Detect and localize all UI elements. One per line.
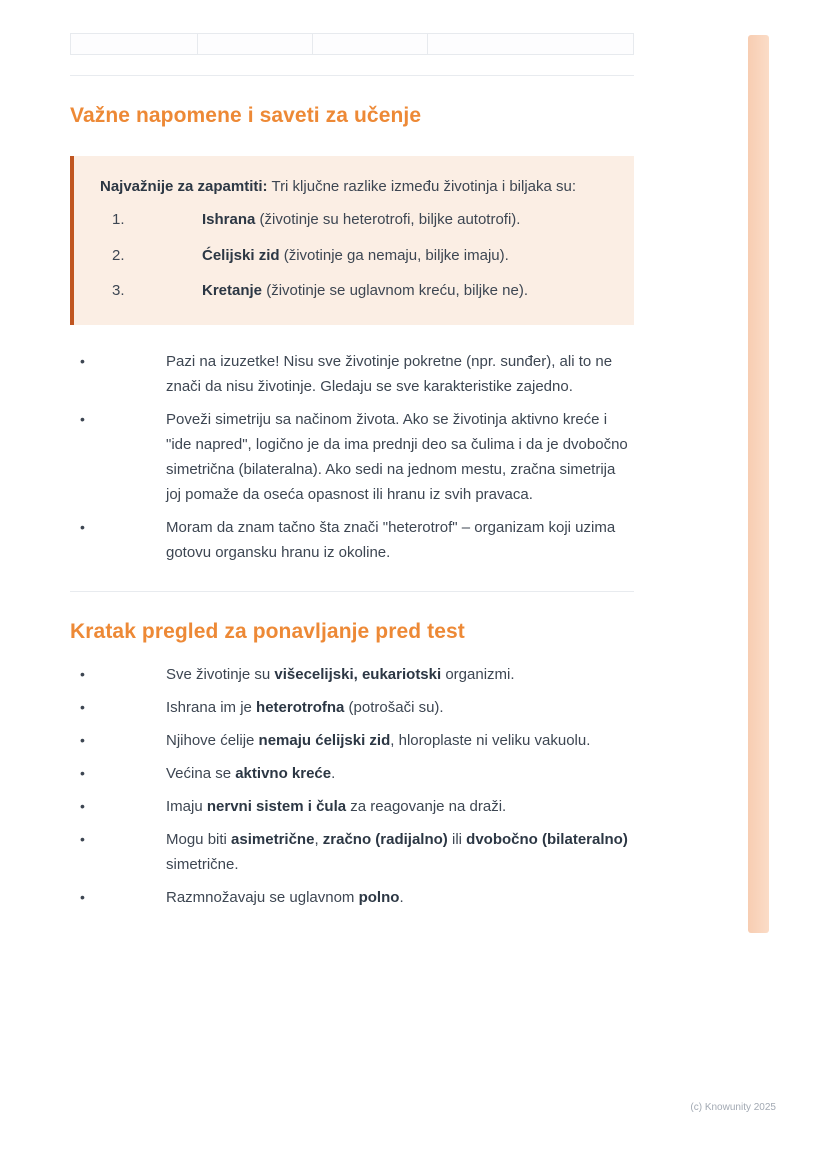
table-cell (198, 34, 313, 54)
bold-text: asimetrične (231, 830, 315, 848)
item-text (132, 209, 610, 232)
bullet-item (80, 662, 634, 687)
item-text (96, 349, 634, 399)
bullet-marker: • (80, 797, 85, 814)
number-marker: 3. (112, 282, 125, 300)
number-marker: 1. (112, 211, 125, 229)
text: (životinje ga nemaju, biljke imaju). (279, 246, 509, 264)
bold-text: heterotrofna (256, 698, 345, 716)
text: Imaju (166, 797, 207, 815)
text: Većina se (166, 764, 236, 782)
text: Njihove ćelije (166, 731, 259, 749)
side-accent-bar (748, 35, 769, 933)
text: za reagovanje na draži. (346, 797, 507, 815)
text: (životinje se uglavnom kreću, biljke ne). (262, 282, 528, 300)
text: Tri ključne razlike između životinja i biljaka su: (267, 178, 577, 195)
text: Ishrana im je (166, 698, 257, 716)
bullet-item (80, 349, 634, 399)
text: (potrošači su). (344, 698, 444, 716)
text: (životinje su heterotrofi, biljke autotrofi). (255, 211, 521, 229)
numbered-item (112, 280, 610, 303)
bullet-marker: • (80, 731, 85, 748)
table-cell (71, 34, 198, 54)
text: Pazi na izuzetke! Nisu sve životinje pokretne (npr. sunđer), ali to ne znači da nisu životinje. Gledaju se sve karakteristike zajedno. (166, 352, 613, 395)
bullet-marker: • (80, 888, 85, 905)
table-cell (428, 34, 633, 54)
bold-text: dvobočno (bilateralno) (466, 830, 628, 848)
item-text (96, 794, 634, 819)
footer-copyright: (c) Knowunity 2025 (690, 1102, 776, 1113)
table-cell (313, 34, 428, 54)
bold-text: Kretanje (202, 282, 263, 300)
bold-text: nemaju ćelijski zid (258, 731, 391, 749)
section-divider (70, 591, 634, 592)
text: Moram da znam tačno šta znači "heterotrof" – organizam koji uzima gotovu organsku hranu iz okoline. (166, 518, 616, 561)
text: , hloroplaste ni veliku vakuolu. (390, 731, 591, 749)
item-text (96, 728, 634, 753)
callout-intro (100, 175, 610, 198)
bullet-marker: • (80, 698, 85, 715)
text: Mogu biti (166, 830, 232, 848)
section-title-review: Kratak pregled za ponavljanje pred test (70, 619, 465, 643)
bold-text: zračno (radijalno) (322, 830, 448, 848)
text: , (314, 830, 323, 848)
bullet-marker: • (80, 352, 85, 369)
callout-numbered-list (112, 209, 610, 303)
item-text (132, 245, 610, 268)
study-tips-list (70, 349, 634, 565)
text: simetrične. (166, 855, 239, 873)
section-divider (70, 75, 634, 76)
bold-text: aktivno kreće (235, 764, 332, 782)
bold-text: polno (358, 888, 400, 906)
item-text (96, 515, 634, 565)
text: Razmnožavaju se uglavnom (166, 888, 359, 906)
text: Poveži simetriju sa načinom života. Ako se životinja aktivno kreće i "ide napred", logično je da ima prednji deo sa čulima i da je dvobočno simetrična (bilateralna). Ako sedi na jednom mestu, zračna simetrija joj pomaže da oseća opasnost ili hranu iz svih pravaca. (166, 410, 628, 503)
item-text (96, 407, 634, 507)
bullet-item (80, 407, 634, 507)
item-text (96, 885, 634, 910)
numbered-item (112, 209, 610, 232)
numbered-item (112, 245, 610, 268)
bullet-item (80, 794, 634, 819)
bullet-item (80, 695, 634, 720)
bullet-item (80, 827, 634, 877)
text: Sve životinje su (166, 665, 275, 683)
key-points-callout (70, 156, 634, 325)
bullet-marker: • (80, 830, 85, 847)
bullet-item (80, 885, 634, 910)
bullet-marker: • (80, 518, 85, 535)
item-text (96, 695, 634, 720)
table-fragment (70, 33, 634, 55)
bullet-item (80, 515, 634, 565)
bold-text: nervni sistem i čula (206, 797, 347, 815)
bullet-item (80, 761, 634, 786)
number-marker: 2. (112, 246, 125, 264)
item-text (132, 280, 610, 303)
bold-text: Ćelijski zid (202, 246, 280, 264)
bold-text: Najvažnije za zapamtiti: (100, 178, 268, 195)
text: . (331, 764, 336, 782)
item-text (96, 827, 634, 877)
bullet-marker: • (80, 410, 85, 427)
bold-text: Ishrana (202, 211, 256, 229)
bold-text: višecelijski, eukariotski (274, 665, 442, 683)
text: ili (447, 830, 467, 848)
text: organizmi. (441, 665, 515, 683)
section-title-notes: Važne napomene i saveti za učenje (70, 104, 422, 127)
item-text (96, 761, 634, 786)
bullet-marker: • (80, 764, 85, 781)
text: . (399, 888, 404, 906)
review-list (70, 662, 634, 910)
page-content (0, 33, 634, 910)
bullet-item (80, 728, 634, 753)
bullet-marker: • (80, 665, 85, 682)
item-text (96, 662, 634, 687)
